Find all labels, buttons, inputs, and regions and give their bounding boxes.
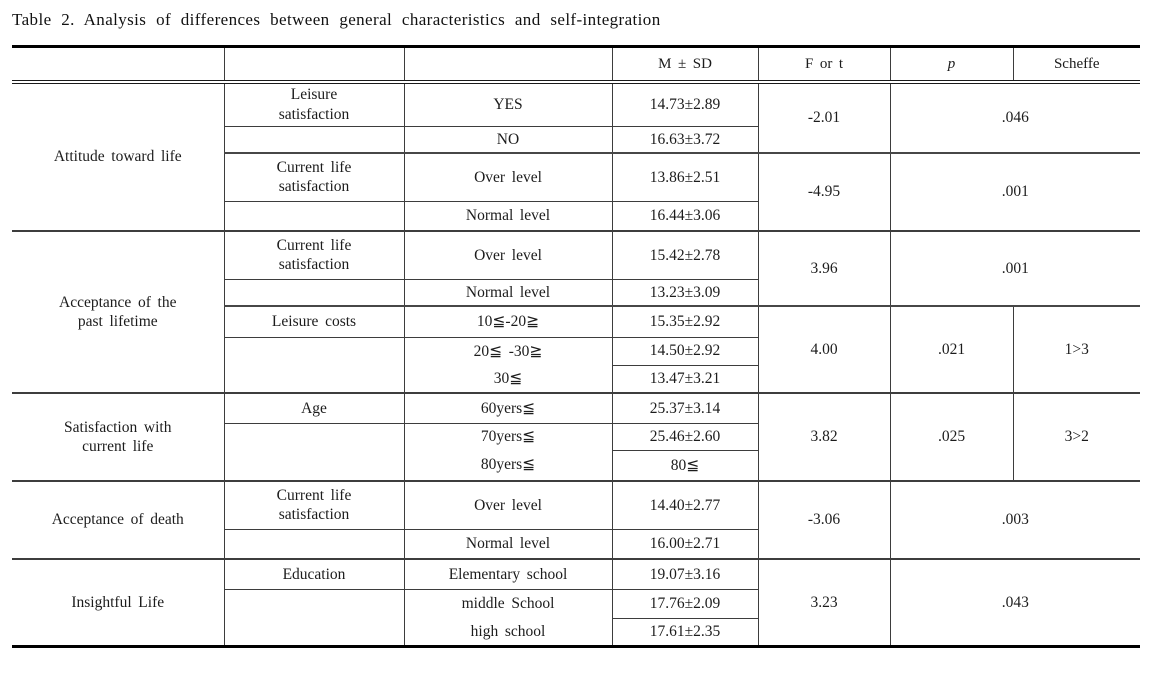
level-cell: Normal level <box>404 529 612 559</box>
table-2-self-integration <box>12 45 1140 648</box>
group-cell: Current life satisfaction <box>224 481 404 529</box>
msd-cell: 17.61±2.35 <box>612 618 758 646</box>
category-cell: Satisfaction with current life <box>12 393 224 481</box>
msd-cell: 19.07±3.16 <box>612 559 758 589</box>
msd-cell: 13.23±3.09 <box>612 279 758 306</box>
stat-p-cell: .021 <box>890 306 1013 393</box>
level-cell: 80yers≦ <box>404 450 612 481</box>
group-cell: Current life satisfaction <box>224 153 404 201</box>
msd-cell: 16.00±2.71 <box>612 529 758 559</box>
stat-f-cell: 4.00 <box>758 306 890 393</box>
msd-cell: 13.86±2.51 <box>612 153 758 201</box>
level-cell: high school <box>404 618 612 646</box>
msd-cell: 16.63±3.72 <box>612 126 758 153</box>
group-cell: Leisure satisfaction <box>224 82 404 126</box>
msd-cell: 14.73±2.89 <box>612 82 758 126</box>
level-cell: 10≦-20≧ <box>404 306 612 337</box>
level-cell: Over level <box>404 481 612 529</box>
empty-cell <box>224 201 404 231</box>
stat-scheffe-cell: 3>2 <box>1013 393 1140 481</box>
stat-f-cell: 3.82 <box>758 393 890 481</box>
header-f-or-t: F or t <box>758 47 890 83</box>
category-cell: Acceptance of death <box>12 481 224 559</box>
msd-cell: 15.42±2.78 <box>612 231 758 279</box>
stat-f-cell: 3.96 <box>758 231 890 306</box>
msd-cell: 14.40±2.77 <box>612 481 758 529</box>
msd-cell: 14.50±2.92 <box>612 337 758 365</box>
level-cell: Over level <box>404 153 612 201</box>
level-cell: Normal level <box>404 201 612 231</box>
msd-cell: 16.44±3.06 <box>612 201 758 231</box>
group-cell: Current life satisfaction <box>224 231 404 279</box>
empty-cell <box>224 337 404 393</box>
stat-p-cell: .025 <box>890 393 1013 481</box>
header-p: p <box>890 47 1013 83</box>
group-cell: Leisure costs <box>224 306 404 337</box>
level-cell: 70yers≦ <box>404 423 612 450</box>
msd-cell: 13.47±3.21 <box>612 365 758 393</box>
stat-f-cell: -4.95 <box>758 153 890 231</box>
category-cell: Attitude toward life <box>12 82 224 231</box>
stat-scheffe-cell: 1>3 <box>1013 306 1140 393</box>
stat-p-cell: .001 <box>890 153 1140 231</box>
level-cell: YES <box>404 82 612 126</box>
msd-cell: 25.46±2.60 <box>612 423 758 450</box>
level-cell: middle School <box>404 589 612 618</box>
level-cell: NO <box>404 126 612 153</box>
stat-p-cell: .001 <box>890 231 1140 306</box>
group-cell: Age <box>224 393 404 423</box>
header-scheffe: Scheffe <box>1013 47 1140 83</box>
header-m-sd: M ± SD <box>612 47 758 83</box>
stat-p-cell: .043 <box>890 559 1140 646</box>
stat-f-cell: -3.06 <box>758 481 890 559</box>
empty-cell <box>224 529 404 559</box>
group-cell: Education <box>224 559 404 589</box>
header-empty-group <box>224 47 404 83</box>
header-empty-level <box>404 47 612 83</box>
level-cell: Elementary school <box>404 559 612 589</box>
level-cell: 30≦ <box>404 365 612 393</box>
empty-cell <box>224 126 404 153</box>
stat-f-cell: -2.01 <box>758 82 890 153</box>
level-cell: Over level <box>404 231 612 279</box>
stat-p-cell: .046 <box>890 82 1140 153</box>
category-cell: Acceptance of the past lifetime <box>12 231 224 393</box>
level-cell: Normal level <box>404 279 612 306</box>
table-caption: Table 2. Analysis of differences between general characteristics and self-integration <box>12 10 661 29</box>
stat-f-cell: 3.23 <box>758 559 890 646</box>
msd-cell: 17.76±2.09 <box>612 589 758 618</box>
msd-cell: 15.35±2.92 <box>612 306 758 337</box>
category-cell: Insightful Life <box>12 559 224 646</box>
empty-cell <box>224 423 404 481</box>
header-empty-category <box>12 47 224 83</box>
msd-cell: 80≦ <box>612 450 758 481</box>
level-cell: 20≦ -30≧ <box>404 337 612 365</box>
empty-cell <box>224 589 404 646</box>
empty-cell <box>224 279 404 306</box>
msd-cell: 25.37±3.14 <box>612 393 758 423</box>
stat-p-cell: .003 <box>890 481 1140 559</box>
level-cell: 60yers≦ <box>404 393 612 423</box>
